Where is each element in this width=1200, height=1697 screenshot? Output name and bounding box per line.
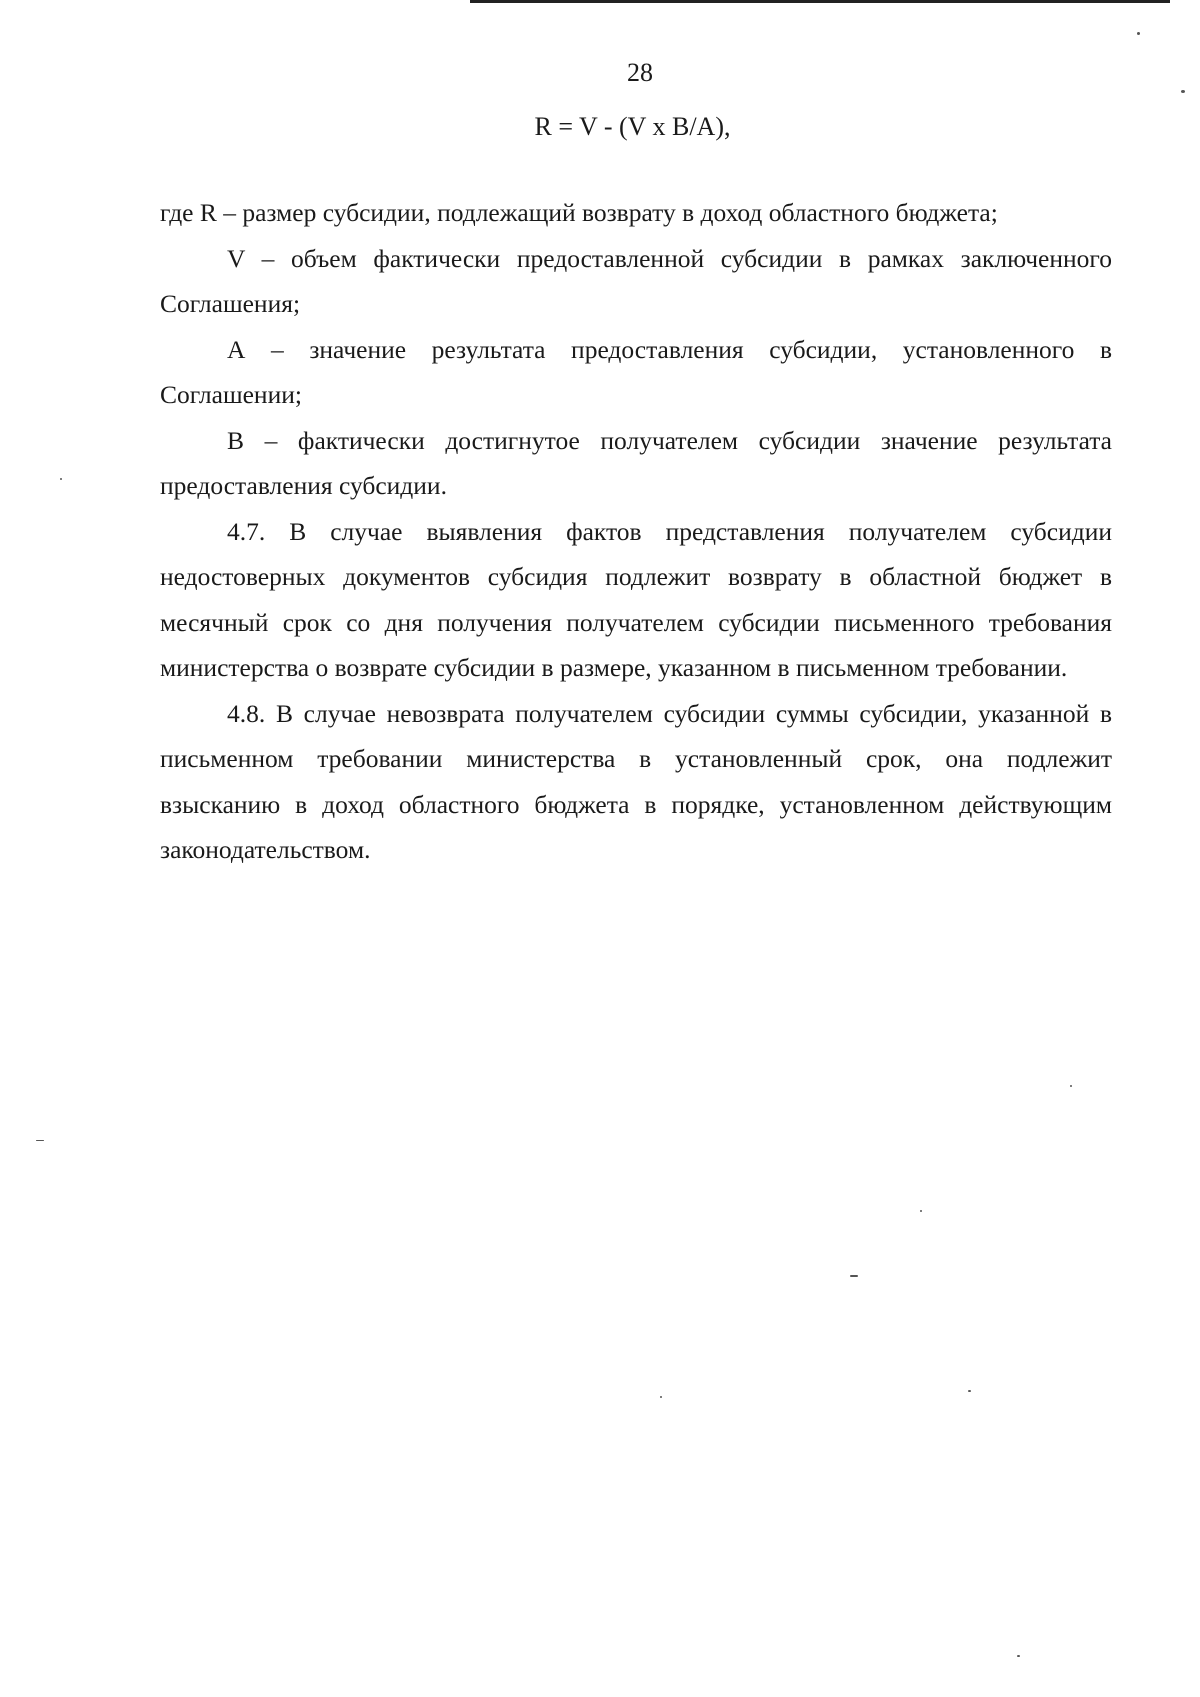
page-number: 28 <box>627 58 653 87</box>
scan-speck <box>920 1210 922 1212</box>
scan-speck <box>850 1275 858 1277</box>
definition-a: А – значение результата предоставления субсидии, установленного в Соглашении; <box>160 334 1112 409</box>
top-border-line <box>470 0 1170 3</box>
clause-4-7: 4.7. В случае выявления фактов представления получателем субсидии недостоверных документов субсидия подлежит возврату в областной бюджет в месячный срок со дня получения получателем субсидии письменного требования министерства о возврате субсидии в размере, указанном в письменном требовании. <box>160 516 1112 682</box>
scan-speck <box>1181 90 1185 93</box>
scan-speck <box>60 478 62 480</box>
definition-v: V – объем фактически предоставленной субсидии в рамках заключенного Соглашения; <box>160 243 1112 318</box>
formula: R = V - (V x B/A), <box>534 112 731 141</box>
definition-r: где R – размер субсидии, подлежащий возврату в доход областного бюджета; <box>160 198 998 227</box>
definition-b: В – фактически достигнутое получателем субсидии значение результата предоставления субсидии. <box>160 425 1112 500</box>
scan-speck <box>1070 1085 1072 1087</box>
scan-speck <box>968 1390 971 1392</box>
clause-4-8: 4.8. В случае невозврата получателем субсидии суммы субсидии, указанной в письменном требовании министерства в установленный срок, она подлежит взысканию в доход областного бюджета в порядке, установленном действующим законодательством. <box>160 698 1112 864</box>
scan-speck <box>1017 1655 1020 1657</box>
scan-speck <box>1137 32 1140 35</box>
scan-speck <box>36 1140 44 1141</box>
document-body <box>160 190 1112 873</box>
scan-speck <box>660 1396 662 1398</box>
